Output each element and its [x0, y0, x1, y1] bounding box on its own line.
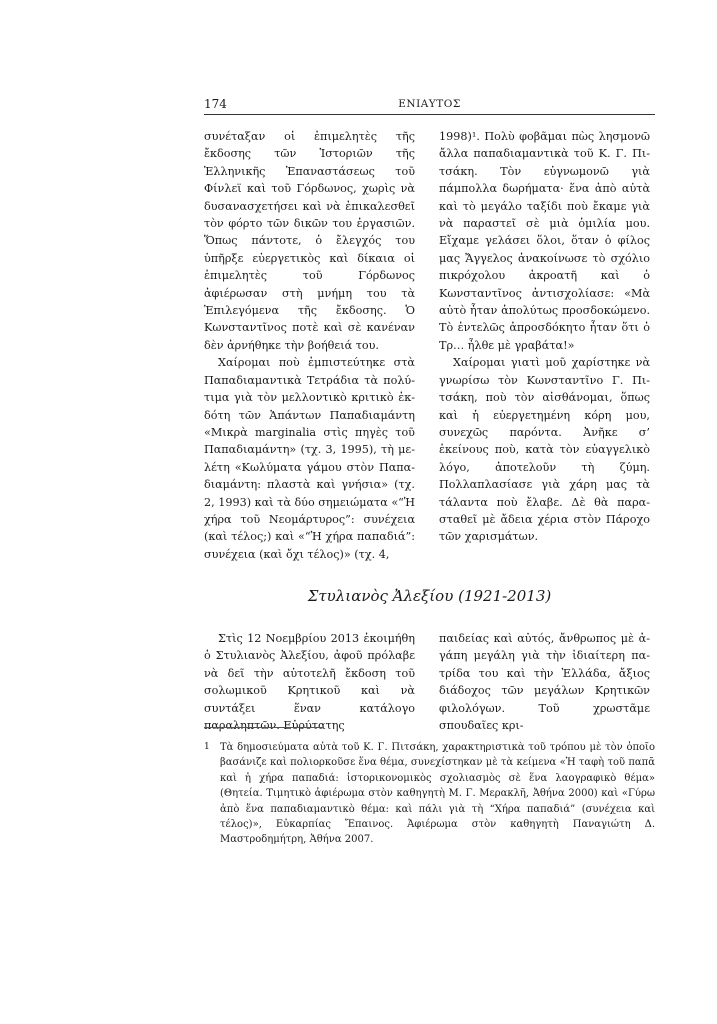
journal-title: ΕΝΙΑΥΤΟΣ: [398, 98, 461, 110]
bottom-right-column: [439, 630, 650, 734]
footnote-text: Τὰ δημοσιεύματα αὐτὰ τοῦ Κ. Γ. Πιτσάκη, χαρακτηριστικὰ τοῦ τρόπου μὲ τὸν ὁποῖο βασάνιζε καὶ πολιορκοῦσε ἕνα θέμα, συνεχίστηκαν μὲ τὰ κείμενα «Ἡ ταφὴ τοῦ παπᾶ καὶ ἡ χήρα παπαδιά: ἱστορικονομικὸς σχολιασμὸς σὲ ἕνα λαογραφικὸ θέμα» (Θητεία. Τιμητικὸ ἀφιέρωμα στὸν καθηγητὴ Μ. Γ. Μερακλῆ, Ἀθήνα 2000) καὶ «Γύρω ἀπὸ ἕνα παπαδιαμαντικὸ θέμα: καὶ πάλι γιὰ τὴ “Χήρα παπαδιά” (συνέχεια καὶ τέλος)», Εὐκαρπίας Ἔπαινος. Ἀφιέρωμα στὸν καθηγητὴ Παναγιώτη Δ. Μαστροδημήτρη, Ἀθήνα 2007.: [220, 742, 655, 846]
footnote-marker: 1: [204, 742, 210, 752]
footnote-divider: [204, 727, 324, 728]
paragraph: Στὶς 12 Νοεμβρίου 2013 ἐκοιμήθη ὁ Στυλιανὸς Ἀλεξίου, ἀφοῦ πρόλαβε νὰ δεῖ τὴν αὐτοτελῆ ἔκδοση τοῦ σολωμικοῦ Κρητικοῦ καὶ νὰ συντάξει ἕναν κατάλογο παραληπτῶν. Εὐρύτατης: [204, 632, 415, 733]
section-heading: Στυλιανὸς Ἀλεξίου (1921-2013): [307, 587, 552, 605]
footnote: [204, 740, 655, 848]
running-head: [204, 96, 655, 115]
page-number: 174: [204, 97, 227, 111]
paragraph: συνέταξαν οἱ ἐπιμελητὲς τῆς ἔκδοσης τῶν Ἱστοριῶν τῆς Ἑλληνικῆς Ἐπαναστάσεως τοῦ Φίνλεϊ καὶ τοῦ Γόρδωνος, χωρὶς νὰ δυσανασχετήσει καὶ νὰ ἐπικαλεσθεῖ τὸν φόρτο τῶν δικῶν του ἐργασιῶν. Ὅπως πάντοτε, ὁ ἔλεγχός του ὑπῆρξε εὐεργετικὸς καὶ δίκαια οἱ ἐπιμελητὲς τοῦ Γόρδωνος ἀφιέρωσαν στὴ μνήμη του τὰ Ἐπιλεγόμενα τῆς ἔκδοσης. Ὁ Κωνσταντῖνος ποτὲ καὶ σὲ κανέναν δὲν ἀρνήθηκε τὴν βοήθειά του.: [204, 130, 415, 352]
bottom-left-column: [204, 630, 415, 734]
top-left-column: [204, 128, 415, 563]
paragraph: παιδείας καὶ αὐτός, ἄνθρωπος μὲ ἀγάπη μεγάλη γιὰ τὴν ἰδιαίτερη πατρίδα του καὶ τὴν Ἑλλάδα, ἄξιος διάδοχος τῶν μεγάλων Κρητικῶν φιλολόγων. Τοῦ χρωστᾶμε σπουδαῖες κρι-: [439, 632, 650, 733]
paragraph: 1998)¹. Πολὺ φοβᾶμαι πὼς λησμονῶ ἄλλα παπαδιαμαντικὰ τοῦ Κ. Γ. Πιτσάκη. Τὸν εὐγνωμονῶ γιὰ πάμπολλα δωρήματα· ἕνα ἀπὸ αὐτὰ καὶ τὸ μεγάλο ταξίδι ποὺ ἔκαμε γιὰ νὰ παραστεῖ σὲ μιὰ ὁμιλία μου. Εἴχαμε γελάσει ὅλοι, ὅταν ὁ φίλος μας Ἄγγελος ἀνακοίνωσε τὸ σχόλιο πικρόχολου ἀκροατῆ καὶ ὁ Κωνσταντῖνος ἀντισχολίασε: «Μὰ αὐτὸ ἦταν ἀπολύτως προσδοκώμενο. Τὸ ἐντελῶς ἀπροσδόκητο ἦταν ὅτι ὁ Τρ… ἦλθε μὲ γραβάτα!»: [439, 130, 650, 352]
paragraph: Χαίρομαι γιατὶ μοῦ χαρίστηκε νὰ γνωρίσω τὸν Κωνσταντῖνο Γ. Πιτσάκη, ποὺ τὸν αἰσθάνομαι, ὅπως καὶ ἡ εὐεργετημένη κόρη μου, συνεχῶς παρόντα. Ἀνῆκε σ’ ἐκείνους ποὺ, κατὰ τὸν εὐαγγελικὸ λόγο, ἀποτελοῦν τὴ ζύμη. Πολλαπλασίασε γιὰ χάρη μας τὰ τάλαντα ποὺ ἔλαβε. Δὲ θὰ παρασταθεῖ μὲ ἄδεια χέρια στὸν Πάροχο τῶν χαρισμάτων.: [439, 356, 650, 544]
top-right-column: [439, 128, 650, 546]
paragraph: Χαίρομαι ποὺ ἐμπιστεύτηκε στὰ Παπαδιαμαντικὰ Τετράδια τὰ πολύτιμα γιὰ τὸν μελλοντικὸ κριτικὸ ἐκδότη τῶν Ἁπάντων Παπαδιαμάντη «Μικρὰ marginalia στὶς πηγὲς τοῦ Παπαδιαμάντη» (τχ. 3, 1995), τὴ μελέτη «Κωλύματα γάμου στὸν Παπαδιαμάντη: πλαστὰ καὶ γνήσια» (τχ. 2, 1993) καὶ τὰ δύο σημειώματα «“Ἡ χήρα τοῦ Νεομάρτυρος”: συνέχεια (καὶ τέλος;) καὶ «“Ἡ χήρα παπαδιά”: συνέχεια (καὶ ὄχι τέλος)» (τχ. 4,: [204, 356, 415, 561]
